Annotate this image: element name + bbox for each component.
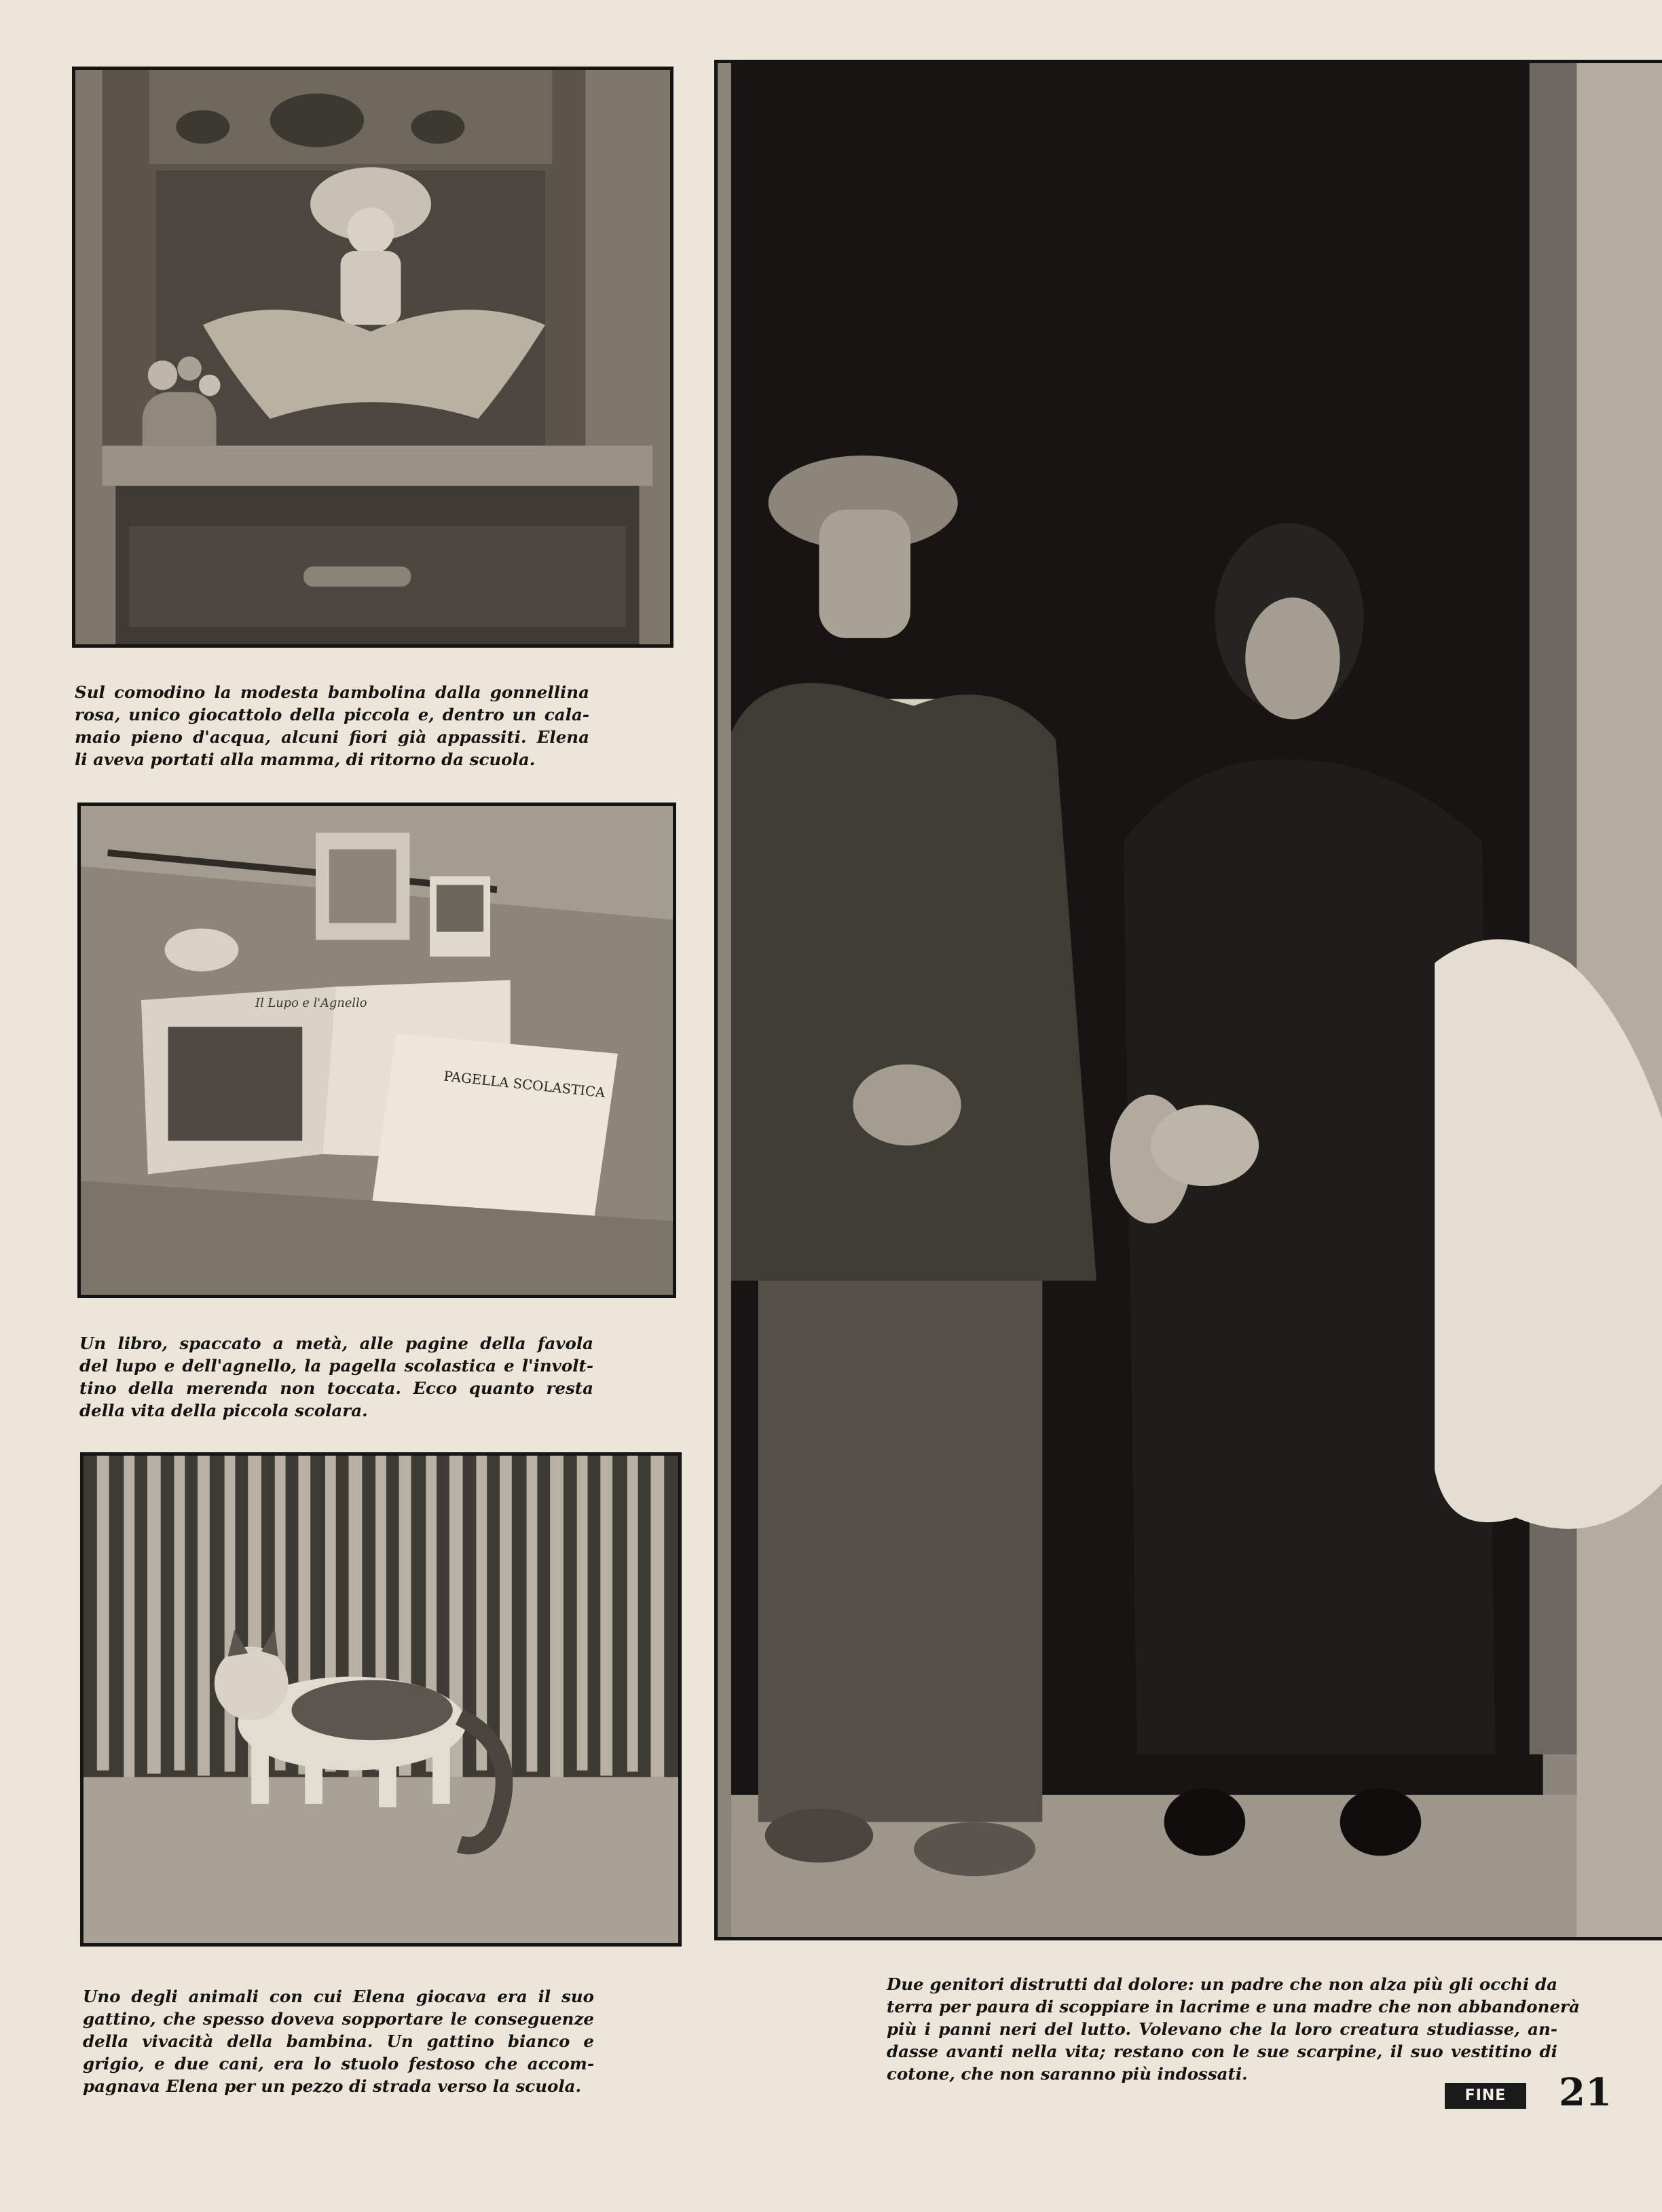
caption-parents-line: terra per paura di scoppiare in lacrime e una madre che non abbandonerà [887, 1997, 1580, 2016]
caption-doll-line: li aveva portati alla mamma, di ritorno da scuola. [75, 750, 536, 769]
photo-parents-doorway [714, 60, 1662, 1940]
end-marker: FINE [1445, 2083, 1526, 2109]
photo-book-report-card [77, 803, 676, 1298]
caption-doll [75, 681, 589, 771]
caption-parents [887, 1973, 1580, 2085]
book-page-title: Il Lupo e l'Agnello [255, 996, 367, 1010]
caption-book-line: della vita della piccola scolara. [79, 1401, 368, 1420]
photo-cat-fence [80, 1452, 682, 1947]
caption-cat-line: gattino, che spesso doveva sopportare le conseguenze [83, 2009, 594, 2029]
caption-parents-line: cotone, che non saranno più indossati. [887, 2064, 1248, 2084]
caption-book-line: tino della merenda non toccata. Ecco quanto resta [79, 1378, 593, 1398]
caption-cat-line: della vivacità della bambina. Un gattino bianco e [83, 2031, 594, 2051]
caption-cat-line: pagnava Elena per un pezzo di strada verso la scuola. [83, 2076, 582, 2096]
caption-doll-line: maio pieno d'acqua, alcuni fiori già appassiti. Elena [75, 727, 589, 747]
caption-parents-line: dasse avanti nella vita; restano con le sue scarpine, il suo vestitino di [887, 2042, 1557, 2061]
caption-cat-line: grigio, e due cani, era lo stuolo festoso che accom- [83, 2054, 594, 2073]
caption-book-line: del lupo e dell'agnello, la pagella scolastica e l'involt- [79, 1356, 593, 1376]
report-card-title: PAGELLA SCOLASTICA [443, 1068, 606, 1101]
caption-book [79, 1332, 593, 1422]
page-number: 21 [1559, 2070, 1612, 2115]
caption-cat [83, 1985, 594, 2097]
caption-doll-line: Sul comodino la modesta bambolina dalla gonnellina [75, 682, 589, 702]
caption-doll-line: rosa, unico giocattolo della piccola e, dentro un cala- [75, 705, 589, 724]
caption-book-line: Un libro, spaccato a metà, alle pagine della favola [79, 1333, 593, 1353]
photo-doll-nightstand [72, 67, 673, 648]
caption-parents-line: più i panni neri del lutto. Volevano che la loro creatura studiasse, an- [887, 2019, 1557, 2039]
caption-parents-line: Due genitori distrutti dal dolore: un padre che non alza più gli occhi da [887, 1974, 1557, 1994]
caption-cat-line: Uno degli animali con cui Elena giocava era il suo [83, 1987, 594, 2006]
